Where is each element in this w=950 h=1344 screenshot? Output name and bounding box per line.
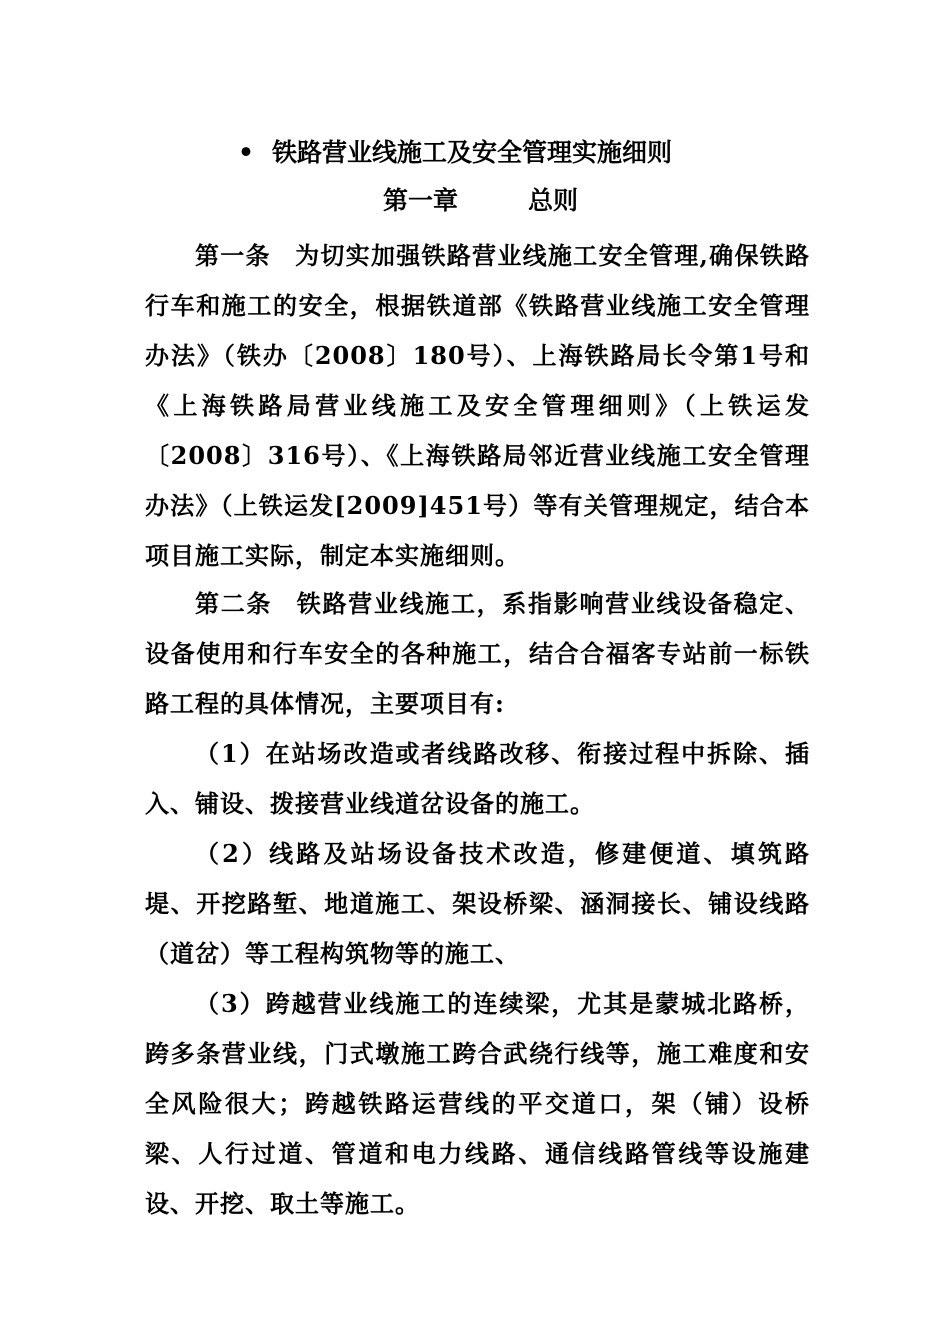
article-2 [145,579,810,729]
article-text: 铁路营业线施工，系指影响营业线设备稳定、设备使用和行车安全的各种施工，结合合福客专站前一标铁路工程的具体情况，主要项目有: [145,589,811,718]
article-text: 为切实加强铁路营业线施工安全管理,确保铁路行车和施工的安全，根据铁道部《铁路营业线施工安全管理办法》（铁办〔2008〕180号）、上海铁路局长令第1号和《上海铁路局营业线施工及安全管理细则》（上铁运发〔2008〕316号）、《上海铁路局邻近营业线施工安全管理办法》（上铁运发[2009]451号）等有关管理规定，结合本项目施工实际，制定本实施细则。 [145,241,811,570]
paragraph [145,579,810,729]
article-1 [145,231,810,581]
chapter-number: 第一章 [383,186,459,215]
document-title [238,133,798,173]
article-label: 第二条 [195,589,273,618]
list-item-3 [145,979,810,1229]
paragraph: （3）跨越营业线施工的连续梁，尤其是蒙城北路桥，跨多条营业线，门式墩施工跨合武绕行线等，施工难度和安全风险很大；跨越铁路运营线的平交道口，架（铺）设桥梁、人行过道、管道和电力线路、通信线路管线等设施建设、开挖、取土等施工。 [145,989,810,1218]
paragraph: （2）线路及站场设备技术改造，修建便道、填筑路堤、开挖路堑、地道施工、架设桥梁、涵洞接长、铺设线路（道岔）等工程构筑物等的施工、 [145,839,810,968]
title-bullet: • [238,138,254,167]
chapter-heading [383,181,578,221]
title-text: 铁路营业线施工及安全管理实施细则 [272,138,673,167]
list-item-2 [145,829,810,979]
chapter-name: 总则 [528,186,579,215]
paragraph [145,231,810,581]
list-item-1 [145,729,810,829]
paragraph: （1）在站场改造或者线路改移、衔接过程中拆除、插入、铺设、拨接营业线道岔设备的施工。 [145,739,810,818]
article-label: 第一条 [195,241,271,270]
